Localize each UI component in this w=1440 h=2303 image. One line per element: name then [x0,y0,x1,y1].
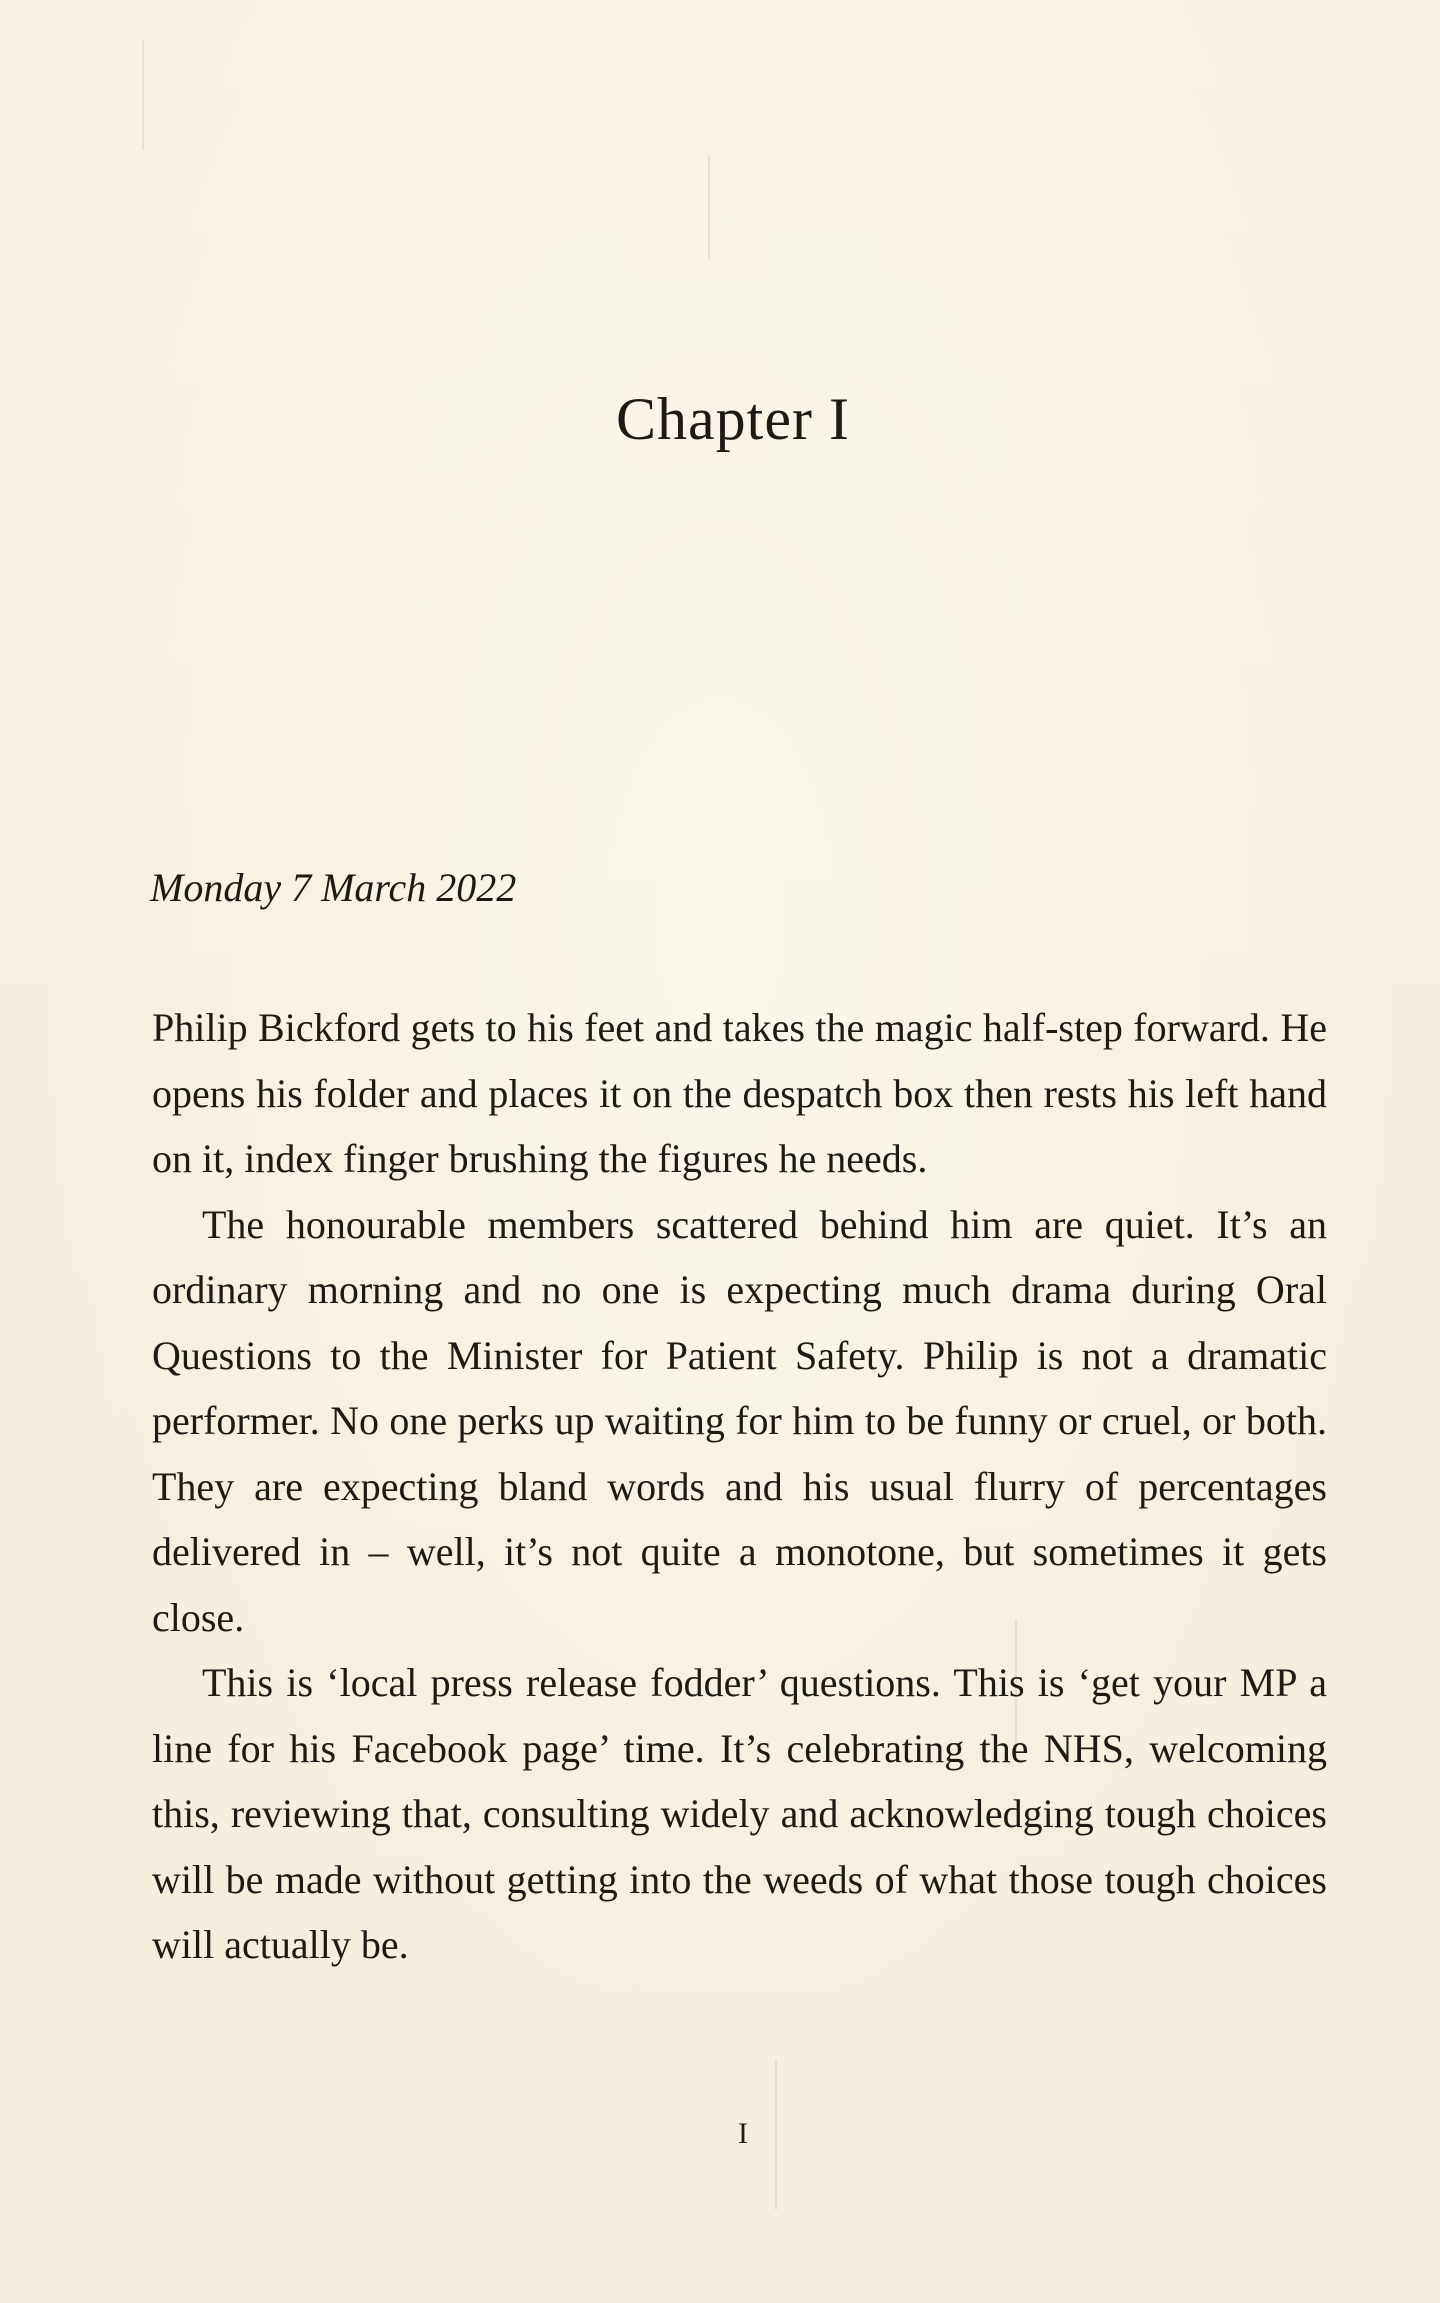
chapter-title: Chapter I [616,386,850,452]
show-through-mark [708,155,710,260]
paragraph: The honourable members scattered behind him are quiet. It’s an ordinary morning and no one is expecting much drama during Oral Questions to the Minister for Patient Safety. Philip is not a dramatic performer. No one perks up waiting for him to be funny or cruel, or both. They are expecting bland words and his usual flurry of percentages delivered in – well, it’s not quite a monotone, but sometimes it gets close. [152,1201,1327,1640]
chapter-date: Monday 7 March 2022 [150,865,517,910]
paragraph: Philip Bickford gets to his feet and takes the magic half-step forward. He opens his folder and places it on the despatch box then rests his left hand on it, index finger brushing the figures he needs. [152,1005,1327,1181]
paragraph: This is ‘local press release fodder’ questions. This is ‘get your MP a line for his Facebook page’ time. It’s celebrating the NHS, welcoming this, reviewing that, consulting widely and acknowledging tough choices will be made without getting into the weeds of what those tough choices will actually be. [152,1660,1327,1967]
chapter-body [152,995,1327,1978]
page-number: I [738,2117,748,2150]
show-through-mark [142,40,144,150]
